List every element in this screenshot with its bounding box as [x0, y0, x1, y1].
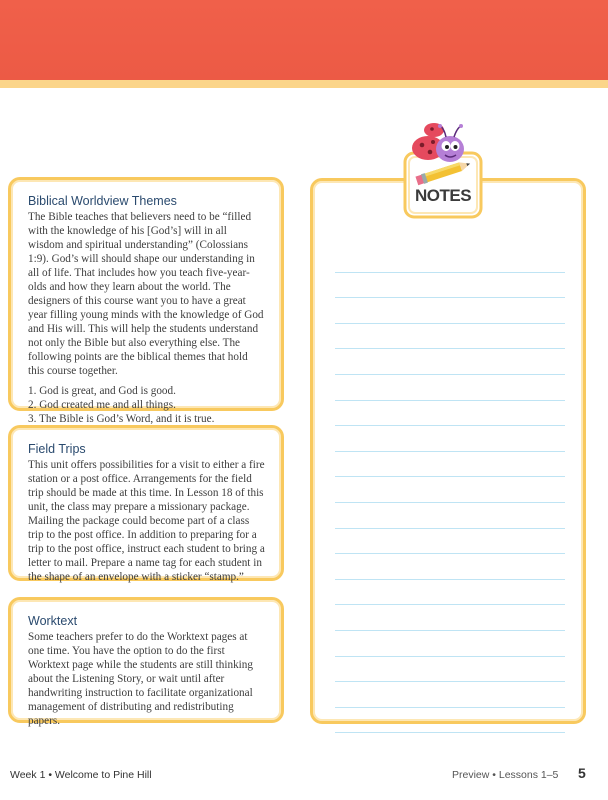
- page-number: 5: [578, 765, 586, 781]
- notes-label: NOTES: [414, 186, 472, 205]
- list-item: 3. The Bible is God’s Word, and it is true.: [28, 413, 215, 425]
- card-body: The Bible teaches that believers need to be “filled with the knowledge of his [God’s] will in all wisdom and spiritual understanding” (Colossians 1:9). God’s will should shape our understanding in all of life. That includes how you teach five-year-olds and how they learn about the world. The designers of this course want you to have a great year filling young minds with the knowledge of God and His will. This will help the students understand not only the Bible but also everything else. The following points are the biblical themes that hold this course together.: [28, 211, 264, 377]
- note-line: [335, 503, 565, 529]
- note-line: [335, 298, 565, 324]
- note-line: [335, 426, 565, 452]
- note-line: [335, 529, 565, 555]
- note-line: [335, 247, 565, 273]
- note-line: [335, 375, 565, 401]
- list-item: 1. God is great, and God is good.: [28, 385, 176, 397]
- note-line: [335, 605, 565, 631]
- notes-box: [310, 178, 586, 724]
- note-line: [335, 349, 565, 375]
- note-line: [335, 452, 565, 478]
- biblical-worldview-card: [8, 177, 284, 425]
- note-line: [335, 477, 565, 503]
- card-title: Field Trips: [28, 442, 86, 456]
- footer: [0, 760, 608, 800]
- note-line: [335, 324, 565, 350]
- worktext-card: [8, 597, 284, 727]
- note-line: [335, 554, 565, 580]
- ladybug-with-pencil-icon: [402, 118, 484, 190]
- list-item: 2. God created me and all things.: [28, 399, 176, 411]
- note-line: [335, 401, 565, 427]
- note-line: [335, 631, 565, 657]
- card-body: Some teachers prefer to do the Worktext pages at one time. You have the option to do the first Worktext page while the students are still thinking about the Listening Story, or wait until after handwriting instruction to facilitate organizational management of distributing and redistributing papers.: [28, 631, 253, 727]
- footer-lessons: Preview • Lessons 1–5: [452, 769, 559, 781]
- note-line: [335, 580, 565, 606]
- card-body: This unit offers possibilities for a visit to either a fire station or a post office. Arrangements for the field trip should be made at this time. In Lesson 18 of this unit, the class may prepare a missionary package. Mailing the package could become part of a class trip to the post office. In addition to preparing for a trip to the post office, instruct each student to bring a letter to mail. Prepare a name tag for each student in the shape of an envelope with a sticker “stamp.”: [28, 459, 265, 583]
- note-line: [335, 273, 565, 299]
- notes-lines: [335, 247, 565, 733]
- card-title: Worktext: [28, 614, 78, 628]
- field-trips-card: [8, 425, 284, 581]
- note-line: [335, 657, 565, 683]
- header-band: [0, 0, 608, 80]
- note-line: [335, 708, 565, 734]
- card-title: Biblical Worldview Themes: [28, 194, 177, 208]
- footer-unit-title: Week 1 • Welcome to Pine Hill: [10, 769, 152, 781]
- note-line: [335, 682, 565, 708]
